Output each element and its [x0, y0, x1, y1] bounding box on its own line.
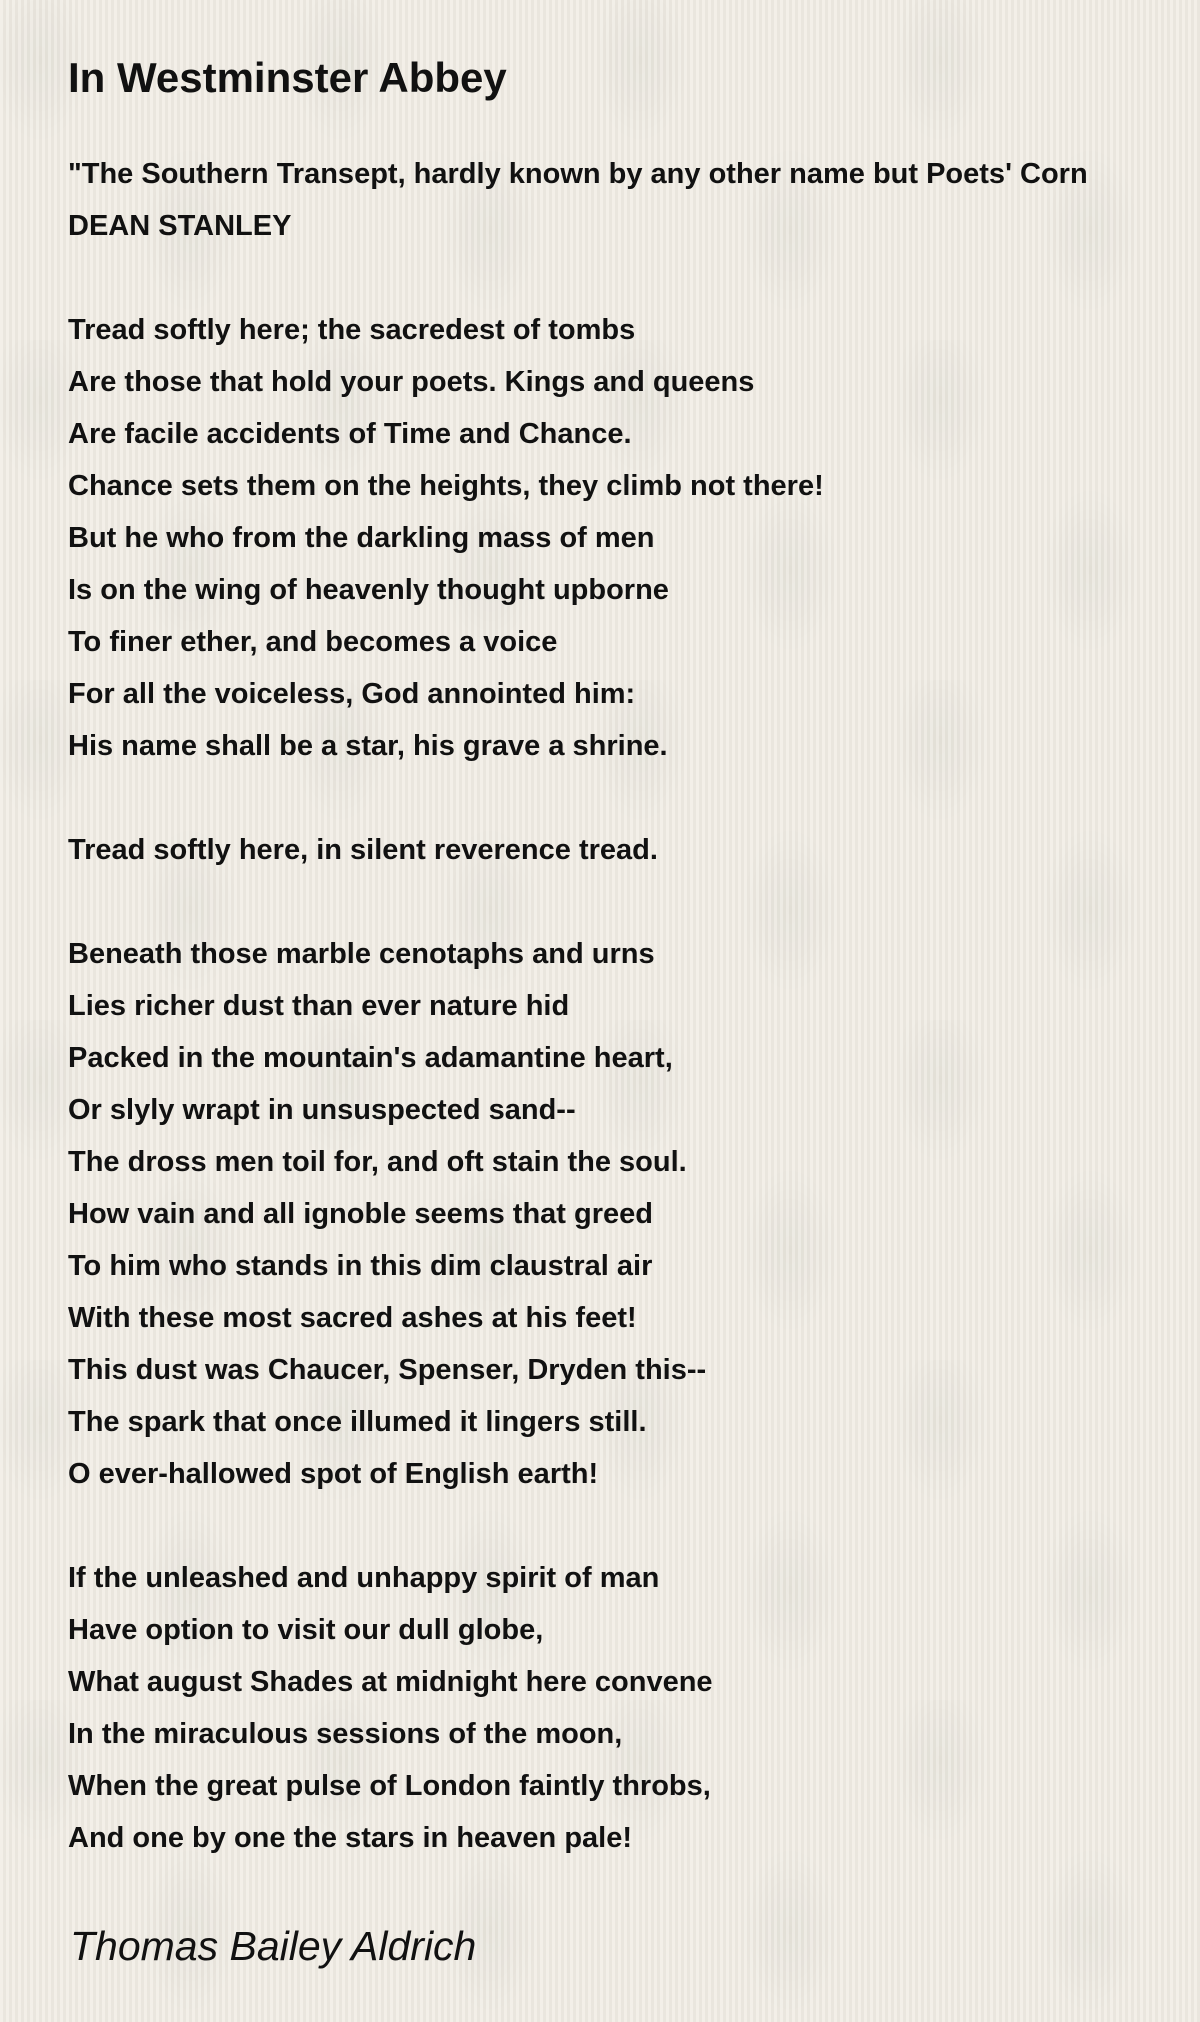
poem-line: But he who from the darkling mass of men: [68, 522, 655, 554]
stanza-1: [68, 304, 1200, 772]
poem-line: How vain and all ignoble seems that greed: [68, 1198, 653, 1230]
poem-line: O ever-hallowed spot of English earth!: [68, 1458, 599, 1490]
poem-line: This dust was Chaucer, Spenser, Dryden this--: [68, 1354, 707, 1386]
poem-line: If the unleashed and unhappy spirit of man: [68, 1562, 660, 1594]
stanza-gap: [68, 772, 1200, 824]
poem-line: With these most sacred ashes at his feet!: [68, 1302, 637, 1334]
poem-line: The spark that once illumed it lingers still.: [68, 1406, 647, 1438]
poem-line: When the great pulse of London faintly throbs,: [68, 1770, 711, 1802]
poem-line: Lies richer dust than ever nature hid: [68, 990, 570, 1022]
poem-line: The dross men toil for, and oft stain the soul.: [68, 1146, 687, 1178]
stanza-3: [68, 928, 1200, 1500]
poem-line: Are those that hold your poets. Kings and queens: [68, 366, 755, 398]
poem-line: Tread softly here; the sacredest of tombs: [68, 314, 636, 346]
poem-line: What august Shades at midnight here convene: [68, 1666, 713, 1698]
stanza-gap: [68, 876, 1200, 928]
poem-line: Or slyly wrapt in unsuspected sand--: [68, 1094, 576, 1126]
poem-line: For all the voiceless, God annointed him:: [68, 678, 636, 710]
poem-line: And one by one the stars in heaven pale!: [68, 1822, 633, 1854]
poem-line: To him who stands in this dim claustral air: [68, 1250, 653, 1282]
poem-line: In the miraculous sessions of the moon,: [68, 1718, 623, 1750]
poem-body: [68, 148, 1200, 1864]
stanza-gap: [68, 252, 1200, 304]
poem-line: Chance sets them on the heights, they climb not there!: [68, 470, 824, 502]
poem-line: His name shall be a star, his grave a shrine.: [68, 730, 668, 762]
stanza-gap: [68, 1500, 1200, 1552]
poem-line: Have option to visit our dull globe,: [68, 1614, 544, 1646]
poem-line: Tread softly here, in silent reverence tread.: [68, 834, 658, 866]
poem-line: Packed in the mountain's adamantine heart,: [68, 1042, 673, 1074]
poem-author: Thomas Bailey Aldrich: [70, 1923, 477, 1969]
poem-title: In Westminster Abbey: [68, 54, 507, 101]
epigraph-attribution: DEAN STANLEY: [68, 210, 292, 242]
stanza-4: [68, 1552, 1200, 1864]
poem-line: To finer ether, and becomes a voice: [68, 626, 558, 658]
poem-line: Is on the wing of heavenly thought upborne: [68, 574, 669, 606]
epigraph-quote: "The Southern Transept, hardly known by any other name but Poets' Corn: [68, 158, 1088, 190]
epigraph: [68, 148, 1200, 252]
poem-line: Are facile accidents of Time and Chance.: [68, 418, 632, 450]
poem-line: Beneath those marble cenotaphs and urns: [68, 938, 655, 970]
stanza-2: [68, 824, 1200, 876]
